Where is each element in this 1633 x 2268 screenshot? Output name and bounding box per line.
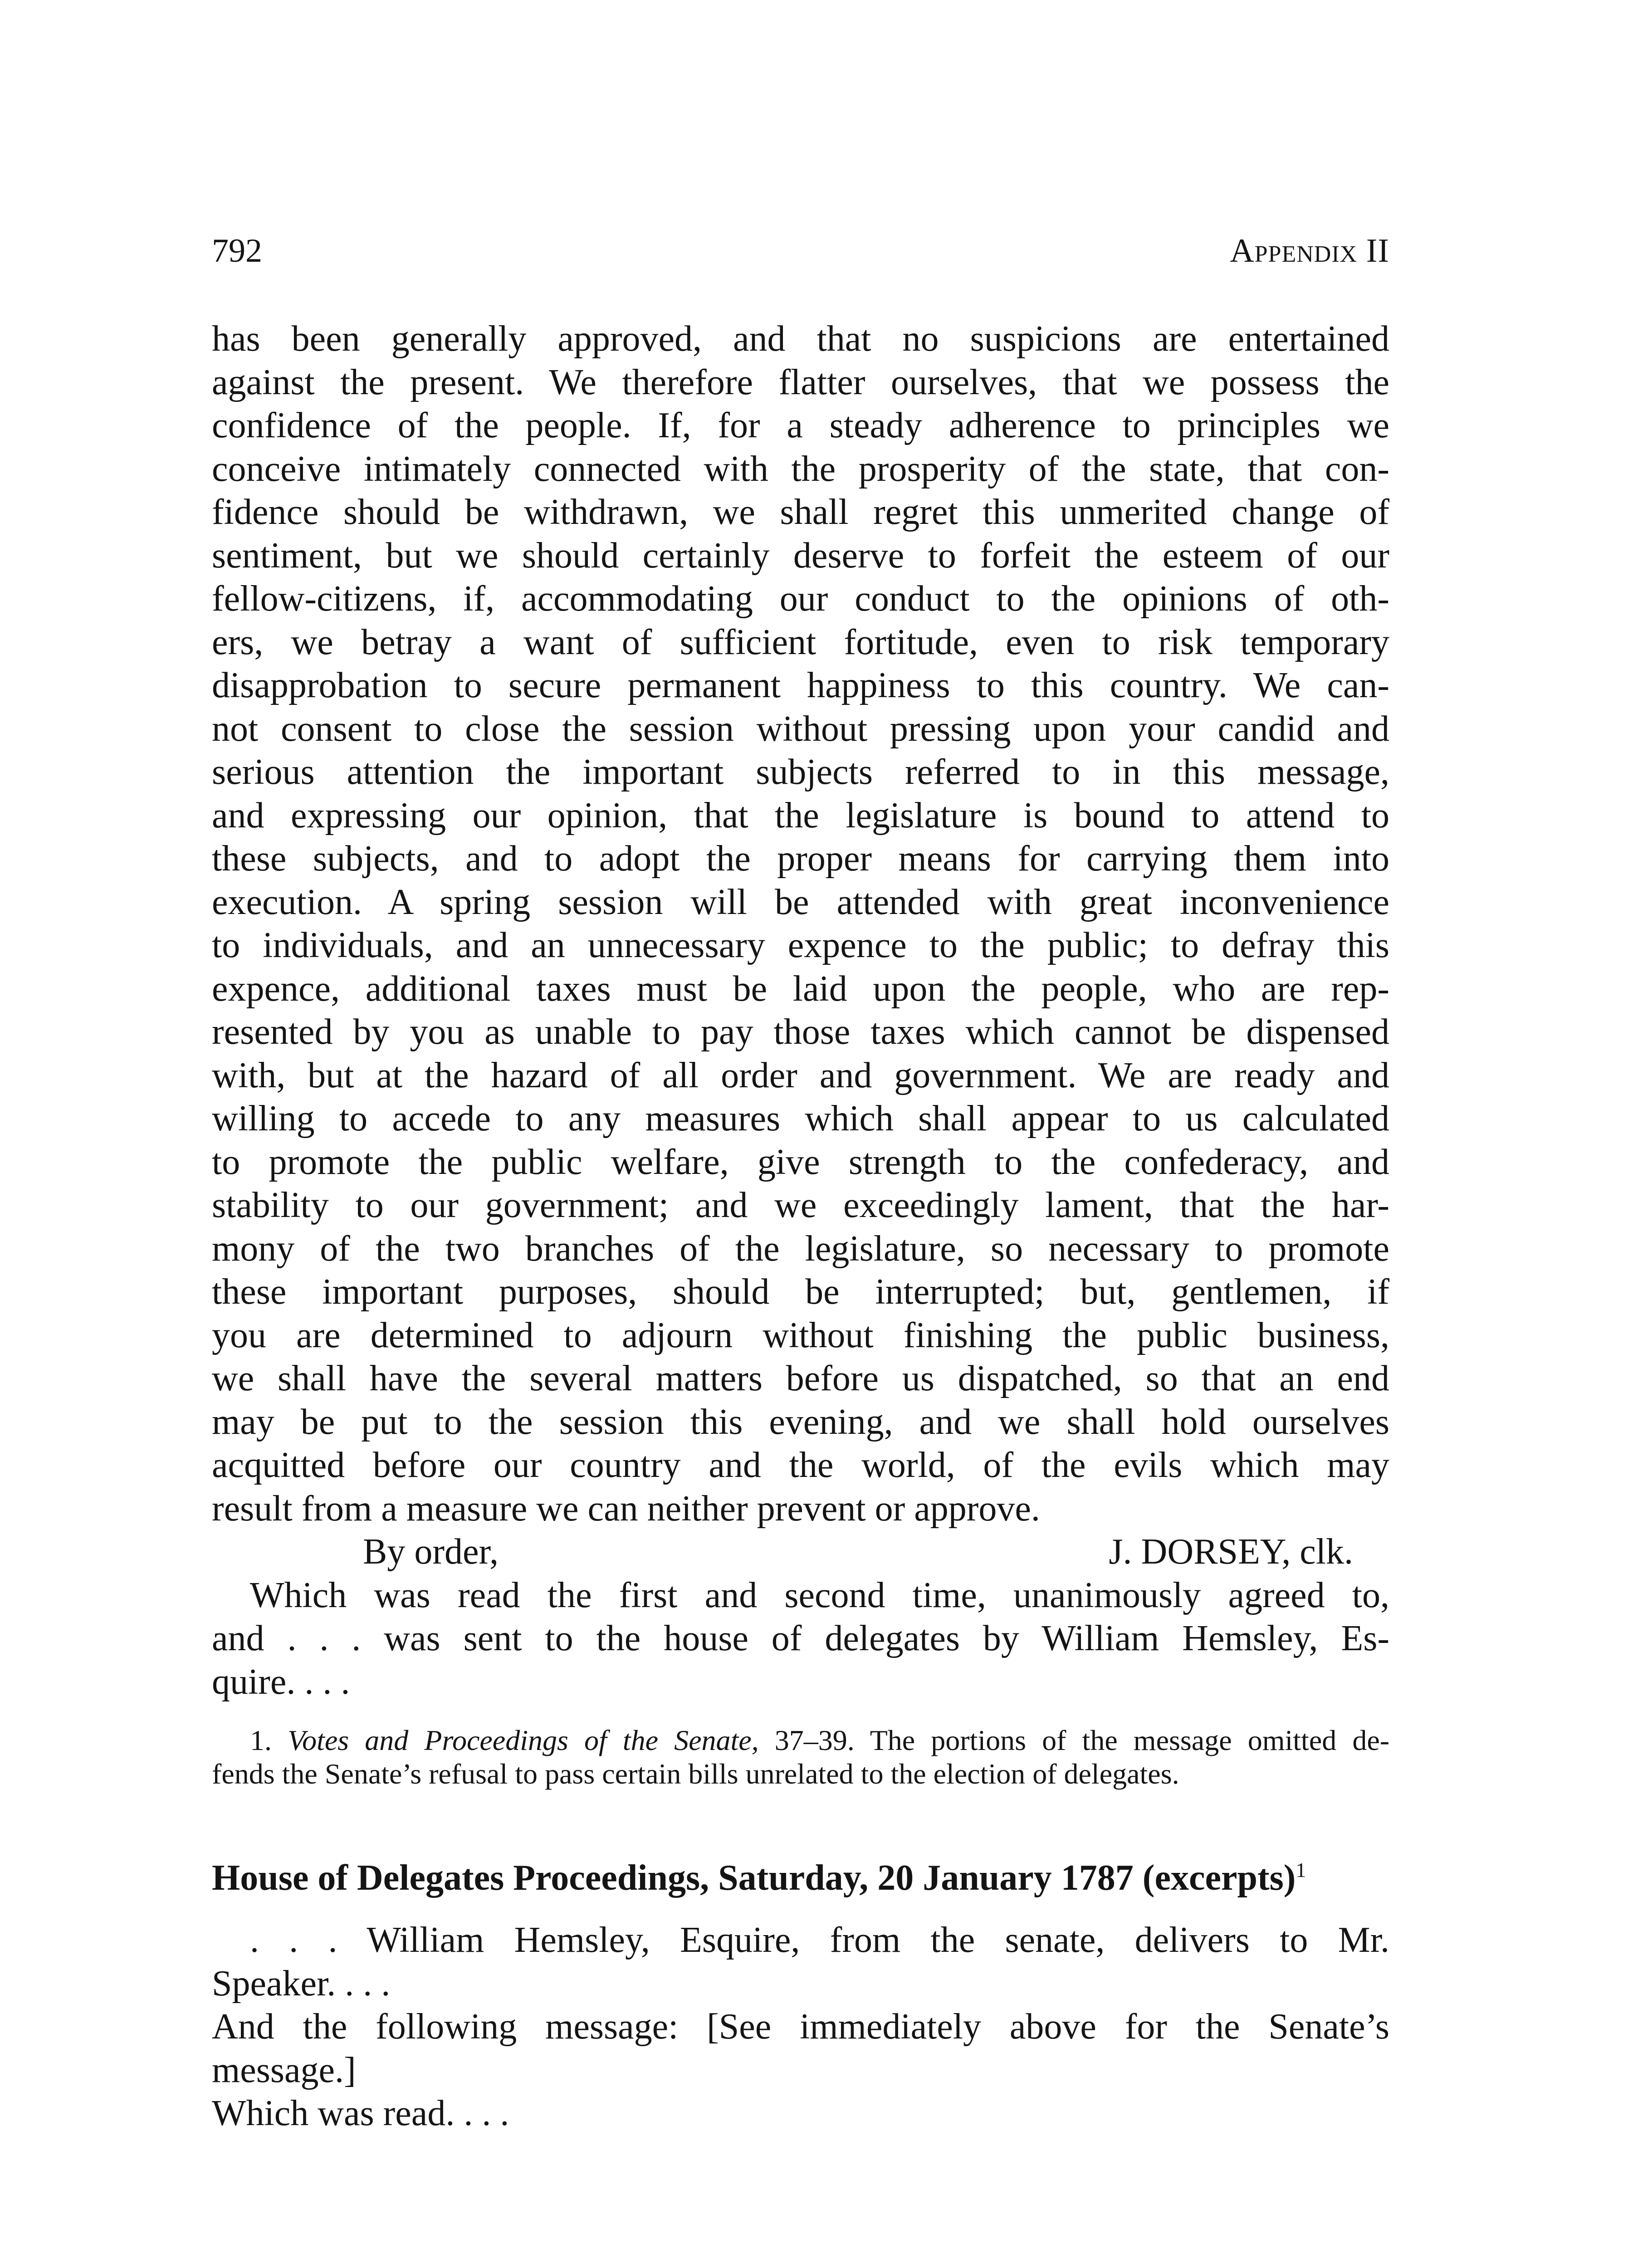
text-line: not consent to close the session without pressing upon your candid and [212,709,1389,749]
footnote [212,1724,1389,1791]
clerk-signature: J. DORSEY, clk. [1109,1532,1353,1572]
text-line: ers, we betray a want of sufficient fortitude, even to risk temporary [212,622,1389,662]
page-header [212,230,1389,271]
by-order-text: By order, [363,1532,499,1572]
running-head: Appendix II [1230,232,1389,269]
text-line: quire. . . . [212,1662,350,1702]
text-line: to promote the public welfare, give strength to the confederacy, and [212,1142,1389,1182]
text-line: . . . William Hemsley, Esquire, from the senate, delivers to Mr. [250,1920,1389,1960]
text-line: message.] [212,2050,356,2090]
text-line: to individuals, and an unnecessary expence to the public; to defray this [212,925,1389,965]
section-heading [212,1855,1389,1901]
text-line: And the following message: [See immediately above for the Senate’s [212,2007,1389,2047]
text-line: with, but at the hazard of all order and government. We are ready and [212,1055,1389,1095]
footnote-number: 1. [250,1724,272,1756]
text-line: against the present. We therefore flatter ourselves, that we possess the [212,362,1389,402]
footnote-source-title: Votes and Proceedings of the Senate, [288,1724,759,1756]
footnote-line [212,1724,1389,1757]
main-text [212,318,1389,1704]
text-line: fellow-citizens, if, accommodating our conduct to the opinions of oth- [212,579,1389,619]
text-line: stability to our government; and we exceedingly lament, that the har- [212,1185,1389,1225]
footnote-line: fends the Senate’s refusal to pass certain bills unrelated to the election of delegates. [212,1758,1179,1790]
text-line: and expressing our opinion, that the legislature is bound to attend to [212,795,1389,836]
text-line: result from a measure we can neither prevent or approve. [212,1488,1040,1529]
page-number: 792 [212,232,262,269]
text-line: Speaker. . . . [212,1963,391,2004]
text-line: these important purposes, should be interrupted; but, gentlemen, if [212,1272,1389,1312]
text-line: acquitted before our country and the world, of the evils which may [212,1445,1389,1485]
text-line: sentiment, but we should certainly deserve to forfeit the esteem of our [212,535,1389,576]
text-line: may be put to the session this evening, and we shall hold ourselves [212,1402,1389,1442]
text-line: resented by you as unable to pay those taxes which cannot be dispensed [212,1012,1389,1052]
text-line: we shall have the several matters before us dispatched, so that an end [212,1359,1389,1398]
text-line: you are determined to adjourn without finishing the public business, [212,1315,1389,1355]
footnote-marker: 1 [1296,1858,1306,1882]
text-line: serious attention the important subjects referred to in this message, [212,752,1389,792]
text-line: these subjects, and to adopt the proper means for carrying them into [212,839,1389,879]
text-line: Which was read. . . . [212,2093,509,2133]
text-line: has been generally approved, and that no suspicions are entertained [212,319,1389,359]
text-line: fidence should be withdrawn, we shall regret this unmerited change of [212,492,1389,532]
section-text [212,1919,1389,2136]
signature-line [212,1530,1389,1574]
text-line: confidence of the people. If, for a steady adherence to principles we [212,406,1389,445]
footnote-text: 37–39. The portions of the message omitted de- [774,1724,1390,1756]
text-line: expence, additional taxes must be laid upon the people, who are rep- [212,968,1389,1009]
text-line: execution. A spring session will be attended with great inconvenience [212,882,1389,922]
text-line: mony of the two branches of the legislature, so necessary to promote [212,1228,1389,1269]
text-line: willing to accede to any measures which shall appear to us calculated [212,1099,1389,1139]
section-title: House of Delegates Proceedings, Saturday, 20 January 1787 (excerpts) [212,1858,1296,1898]
text-line: Which was read the first and second time, unanimously agreed to, [250,1575,1389,1615]
text-line: disapprobation to secure permanent happiness to this country. We can- [212,665,1389,705]
text-line: and . . . was sent to the house of delegates by William Hemsley, Es- [212,1618,1389,1658]
text-line: conceive intimately connected with the prosperity of the state, that con- [212,449,1389,489]
